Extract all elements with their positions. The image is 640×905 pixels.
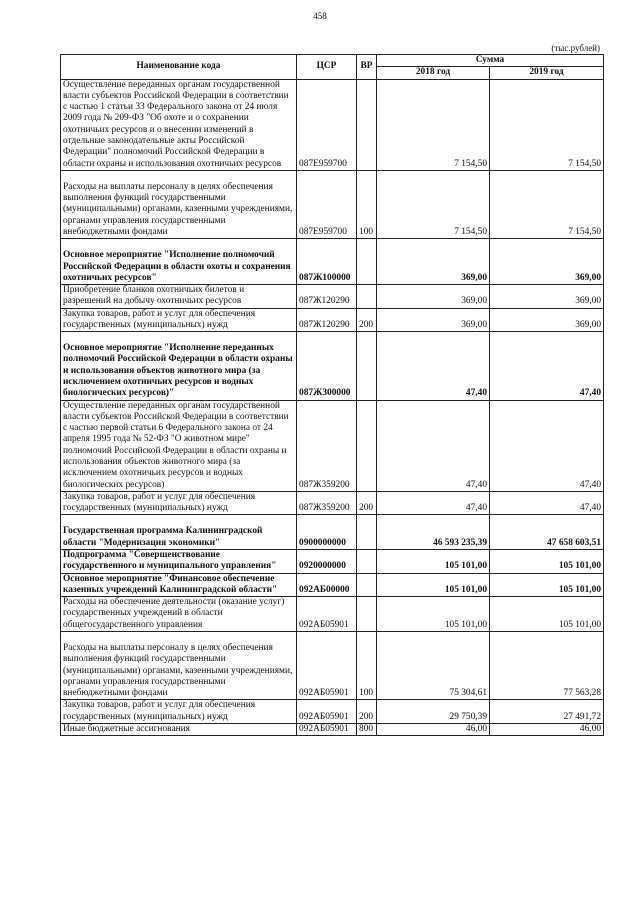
row-value-2018: 105 101,00 — [444, 561, 487, 572]
row-code: 087Ж359200 — [299, 479, 350, 490]
row-code: 092АБ05901 — [299, 723, 349, 734]
row-value-2018: 105 101,00 — [444, 584, 487, 595]
table-row — [61, 308, 604, 332]
table-row — [61, 515, 604, 550]
row-vr: 100 — [359, 688, 374, 699]
row-vr: 200 — [359, 711, 374, 722]
row-vr: 200 — [359, 319, 374, 330]
row-value-2018: 369,00 — [461, 272, 487, 283]
row-value-2018: 75 304,61 — [449, 688, 487, 699]
row-value-2019: 47,40 — [579, 388, 601, 399]
row-value-2018: 47,40 — [465, 479, 487, 490]
row-code: 0900000000 — [299, 537, 346, 548]
row-value-2018: 46,00 — [465, 723, 487, 734]
table-row — [61, 400, 604, 491]
row-value-2019: 27 491,72 — [563, 711, 601, 722]
row-code: 087Е959700 — [299, 158, 347, 169]
row-value-2019: 369,00 — [575, 319, 601, 330]
row-name: Государственная программа Калининградской области "Модернизация экономики" — [63, 526, 263, 548]
row-value-2018: 369,00 — [461, 319, 487, 330]
row-name: Закупка товаров, работ и услуг для обеспечения государственных (муниципальных) нужд — [63, 700, 256, 722]
row-name: Осуществление переданных органам государственной власти субъектов Российской Федерации в соответствии с частью первой статьи 6 Федерального закона от 24 апреля 1995 года № 52-ФЗ "О животном мире" полномочий Российской Федерации в области охраны и использования объектов животного мира (за исключением охотничьих ресурсов и водных биологических ресурсов) — [63, 400, 289, 490]
row-value-2019: 105 101,00 — [558, 561, 601, 572]
table-row — [61, 239, 604, 285]
table-row — [61, 332, 604, 400]
row-name: Основное мероприятие "Исполнение переданных полномочий Российской Федерации в области охраны и использования объектов животного мира (за исключением охотничьих ресурсов и водных биологических ресурсов)" — [63, 343, 293, 399]
row-value-2019: 7 154,50 — [568, 226, 601, 237]
row-value-2019: 47,40 — [579, 503, 601, 514]
table-row — [61, 573, 604, 597]
table-row — [61, 597, 604, 632]
table-body — [61, 79, 604, 736]
row-value-2019: 47,40 — [579, 479, 601, 490]
row-value-2018: 7 154,50 — [454, 226, 487, 237]
header-sum: Сумма — [377, 55, 604, 67]
row-name: Закупка товаров, работ и услуг для обеспечения государственных (муниципальных) нужд — [63, 491, 256, 514]
header-name: Наименование кода — [61, 55, 297, 80]
row-code: 087Ж100000 — [299, 272, 351, 283]
row-code: 0920000000 — [299, 561, 346, 572]
row-value-2019: 77 563,28 — [563, 688, 601, 699]
row-value-2018: 105 101,00 — [444, 619, 487, 630]
row-value-2018: 47,40 — [465, 503, 487, 514]
row-code: 087Ж359200 — [299, 503, 350, 514]
header-2018: 2018 год — [377, 67, 490, 79]
row-value-2019: 7 154,50 — [568, 158, 601, 169]
budget-table — [60, 54, 604, 736]
units-label: (тыс.рублей) — [551, 43, 600, 53]
row-name: Основное мероприятие "Исполнение полномочий Российской Федерации в области охоты и сохранения охотничьих ресурсов" — [63, 250, 291, 283]
row-value-2019: 105 101,00 — [558, 619, 601, 630]
row-name: Приобретение бланков охотничьих билетов и разрешений на добычу охотничьих ресурсов — [63, 285, 245, 307]
row-name: Осуществление переданных органам государственной власти субъектов Российской Федерации в соответствии с частью 1 статьи 33 Федерального закона от 24 июля 2009 года № 209-ФЗ "Об охоте и о сохранении охотничьих ресурсов и о внесении изменений в отдельные законодательные акты Российской Федерации" полномочий Российской Федерации в области охраны и использования охотничьих ресурсов — [63, 79, 289, 169]
row-name: Расходы на выплаты персоналу в целях обеспечения выполнения функций государственными (муниципальными) органами, казенными учреждениями, органами управления государственными внебюджетными фондами — [63, 642, 293, 699]
row-code: 087Ж300000 — [299, 388, 351, 399]
row-code: 092АБ00000 — [299, 584, 350, 595]
row-name: Подпрограмма "Совершенствование государственного и муниципального управления" — [63, 549, 277, 572]
row-value-2018: 369,00 — [461, 296, 487, 307]
row-code: 092АБ05901 — [299, 711, 349, 722]
row-value-2018: 47,40 — [465, 388, 487, 399]
table-row — [61, 79, 604, 170]
row-code: 087Ж120290 — [299, 296, 350, 307]
table-row — [61, 549, 604, 573]
row-name: Расходы на выплаты персоналу в целях обеспечения выполнения функций государственными (муниципальными) органами, казенными учреждениями, органами управления государственными внебюджетными фондами — [63, 181, 293, 237]
table-row — [61, 700, 604, 724]
header-csr: ЦСР — [297, 55, 357, 80]
header-vr: ВР — [357, 55, 377, 80]
table-row — [61, 285, 604, 309]
table-row — [61, 631, 604, 699]
row-code: 092АБ05901 — [299, 688, 349, 699]
row-name: Иные бюджетные ассигнования — [63, 723, 190, 734]
row-value-2019: 369,00 — [575, 272, 601, 283]
table-row — [61, 723, 604, 735]
row-vr: 200 — [359, 503, 374, 514]
row-name: Основное мероприятие "Финансовое обеспечение казенных учреждений Калининградской области" — [63, 573, 278, 595]
row-value-2019: 105 101,00 — [558, 584, 601, 595]
table-row — [61, 491, 604, 515]
row-vr: 800 — [359, 723, 374, 734]
row-value-2019: 369,00 — [575, 296, 601, 307]
row-value-2019: 47 658 603,51 — [547, 537, 601, 548]
row-value-2018: 46 593 235,39 — [433, 537, 487, 548]
header-2019: 2019 год — [490, 67, 604, 79]
row-value-2018: 29 750,39 — [449, 711, 487, 722]
row-value-2019: 46,00 — [579, 723, 601, 734]
row-code: 087Е959700 — [299, 226, 347, 237]
row-vr: 100 — [359, 226, 374, 237]
row-code: 092АБ05901 — [299, 619, 349, 630]
page-number: 458 — [313, 11, 327, 21]
row-name: Расходы на обеспечение деятельности (оказание услуг) государственных учреждений в области общегосударственного управления — [63, 597, 285, 630]
row-code: 087Ж120290 — [299, 319, 350, 330]
table-row — [61, 170, 604, 238]
row-value-2018: 7 154,50 — [454, 158, 487, 169]
row-name: Закупка товаров, работ и услуг для обеспечения государственных (муниципальных) нужд — [63, 308, 256, 330]
